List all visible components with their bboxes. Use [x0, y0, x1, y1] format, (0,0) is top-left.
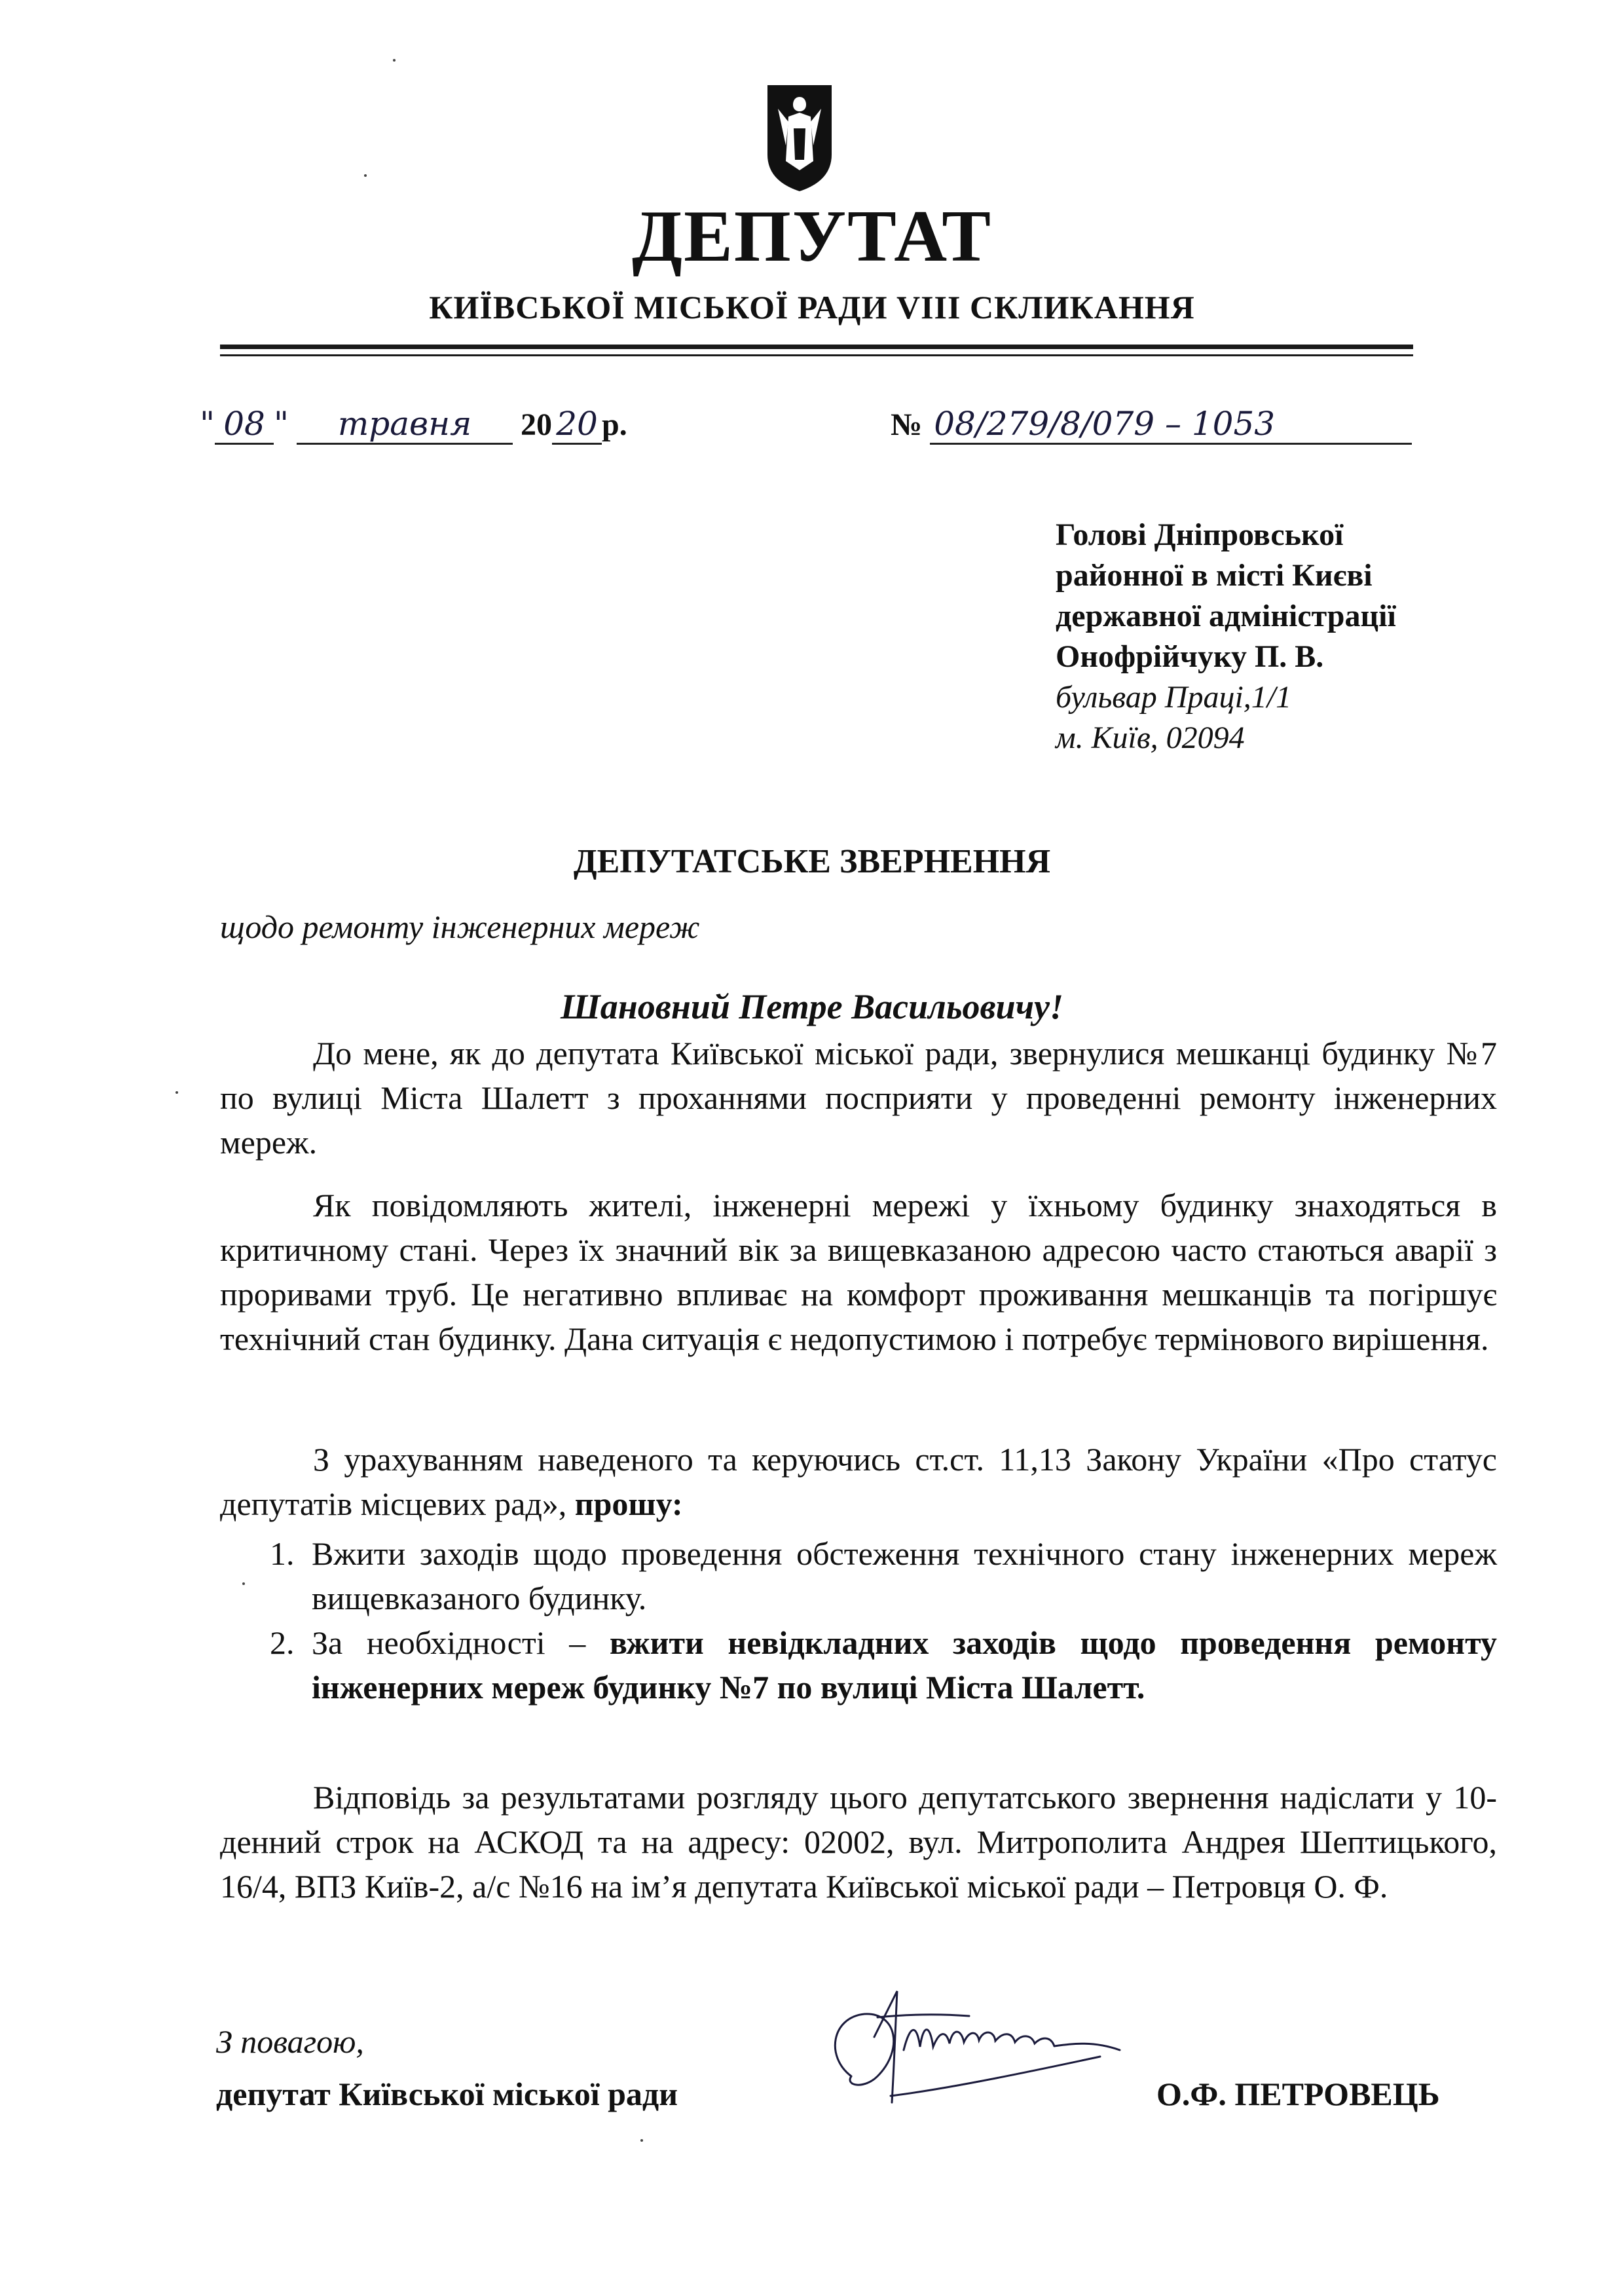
- list-item: [220, 1620, 1497, 1709]
- addressee-line-3: державної адміністрації: [1056, 599, 1396, 633]
- header-divider-thick: [220, 345, 1413, 349]
- date-open-quote: ": [200, 405, 215, 443]
- date-r: р.: [602, 407, 627, 442]
- handwritten-signature: [812, 1978, 1153, 2116]
- addressee-line-2: районної в місті Києві: [1056, 558, 1373, 593]
- paragraph-1: До мене, як до депутата Київської міської ради, звернулися мешканці будинку №7 по вулиці Міста Шалетт з проханнями посприяти у проведенні ремонту інженерних мереж.: [220, 1035, 1497, 1161]
- date-day: 08: [215, 405, 274, 445]
- date-year-suffix: 20: [552, 405, 602, 445]
- scan-speck: [242, 1582, 245, 1585]
- kyiv-emblem-icon: [765, 83, 834, 194]
- document-number: [891, 405, 1412, 445]
- signer-role: депутат Київської міської ради: [216, 2076, 678, 2112]
- list-item: [220, 1531, 1497, 1620]
- scan-speck: [640, 2139, 643, 2142]
- date-month: травня: [297, 405, 513, 445]
- closing-regards: З повагою,: [216, 2023, 364, 2060]
- addressee-line-4: Онофрійчуку П. В.: [1056, 639, 1324, 674]
- scan-speck: [393, 59, 396, 62]
- list-item-number: 2.: [270, 1624, 295, 1661]
- paragraph-2: Як повідомляють жителі, інженерні мережі у їхньому будинку знаходяться в критичному стані. Через їх значний вік за вищевказаною адресою часто стаються аварії з проривами труб. Це негативно впливає на комфорт проживання мешканців та погіршує технічний стан будинку. Дана ситуація є недопустимою і потребує термінового вирішення.: [220, 1187, 1497, 1357]
- date-close-quote: ": [274, 405, 289, 443]
- paragraph-4: Відповідь за результатами розгляду цього депутатського звернення надіслати у 10-денний строк на АСКОД та на адресу: 02002, вул. Митрополита Андрея Шептицького, 16/4, ВПЗ Київ-2, а/с №16 на ім’я депутата Київської міської ради – Петровця О. Ф.: [220, 1779, 1497, 1905]
- scan-speck: [364, 174, 367, 177]
- request-list: [220, 1531, 1497, 1709]
- signer-name: О.Ф. ПЕТРОВЕЦЬ: [1156, 2076, 1440, 2112]
- addressee-line-1: Голові Дніпровської: [1056, 517, 1344, 552]
- paragraph-3: [220, 1437, 1497, 1526]
- addressee-line-5: бульвар Праці,1/1: [1056, 680, 1292, 715]
- number-value: 08/279/8/079 – 1053: [930, 405, 1412, 445]
- list-item-bold-text: вжити невідкладних заходів щодо проведення ремонту інженерних мереж будинку №7 по вулиці Міста Шалетт.: [312, 1624, 1497, 1706]
- document-subject: щодо ремонту інженерних мереж: [220, 908, 700, 945]
- addressee-block: [1056, 515, 1396, 758]
- addressee-line-6: м. Київ, 02094: [1056, 720, 1245, 755]
- scan-speck: [175, 1091, 178, 1094]
- document-date: [200, 405, 627, 457]
- header-title: ДЕПУТАТ: [632, 196, 992, 277]
- list-item-number: 1.: [270, 1535, 295, 1572]
- paragraph-3-text: З урахуванням наведеного та керуючись ст.ст. 11,13 Закону України «Про статус депутатів місцевих рад»,: [220, 1441, 1497, 1522]
- list-item-text: За необхідності –: [312, 1624, 610, 1661]
- salutation: Шановний Петре Васильовичу!: [560, 987, 1064, 1026]
- list-item-text: Вжити заходів щодо проведення обстеження технічного стану інженерних мереж вищевказаного будинку.: [312, 1535, 1497, 1616]
- number-prefix: №: [891, 407, 923, 442]
- header-divider-thin: [220, 354, 1413, 356]
- document-title: ДЕПУТАТСЬКЕ ЗВЕРНЕННЯ: [573, 843, 1051, 880]
- date-century: 20: [521, 407, 552, 442]
- header-subtitle: КИЇВСЬКОЇ МІСЬКОЇ РАДИ VIII СКЛИКАННЯ: [429, 289, 1195, 326]
- paragraph-3-request: прошу:: [574, 1485, 683, 1522]
